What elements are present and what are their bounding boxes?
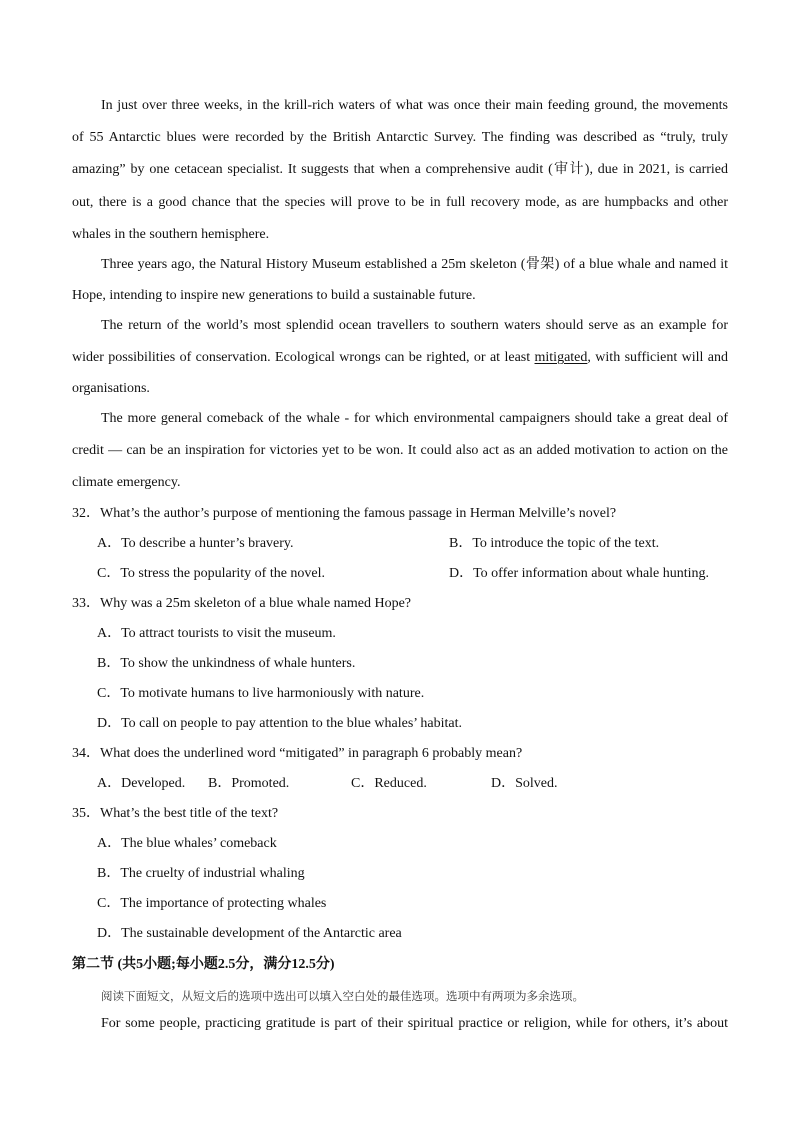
passage-p1-line-5: whales in the southern hemisphere. <box>72 227 270 242</box>
q32-option-d[interactable]: D．To offer information about whale hunting. <box>449 566 710 581</box>
passage-p1-line-1: In just over three weeks, in the krill-rich waters of what was once their main feeding ground, the movements <box>101 98 728 113</box>
q35-option-c[interactable]: C．The importance of protecting whales <box>97 896 327 911</box>
q35-option-d[interactable]: D．The sustainable development of the Antarctic area <box>97 926 402 941</box>
section-2-passage-first-line: For some people, practicing gratitude is part of their spiritual practice or religion, while for others, it’s about <box>101 1016 728 1031</box>
passage-p4-line-3: climate emergency. <box>72 475 181 490</box>
q35-option-a[interactable]: A．The blue whales’ comeback <box>97 836 277 851</box>
q35-option-b[interactable]: B．The cruelty of industrial whaling <box>97 866 305 881</box>
q32-option-b[interactable]: B．To introduce the topic of the text. <box>449 536 660 551</box>
passage-p3-line-3: organisations. <box>72 381 150 396</box>
passage-p2-line-2: Hope, intending to inspire new generations to build a sustainable future. <box>72 288 476 303</box>
passage-p3-line-1: The return of the world’s most splendid ocean travellers to southern waters should serve as an example for <box>101 318 728 333</box>
q34-option-d[interactable]: D．Solved. <box>491 776 558 791</box>
p3-text-before: wider possibilities of conservation. Ecological wrongs can be righted, or at least <box>72 350 535 365</box>
passage-p1-line-4: out, there is a good chance that the species will prove to be in full recovery mode, as are humpbacks and other <box>72 195 728 210</box>
q32-option-c[interactable]: C．To stress the popularity of the novel. <box>97 566 326 581</box>
q33-option-b[interactable]: B．To show the unkindness of whale hunters. <box>97 656 356 671</box>
passage-p4-line-1: The more general comeback of the whale - for which environmental campaigners should take a great deal of <box>101 411 728 426</box>
p3-text-after: , with sufficient will and <box>587 350 728 365</box>
section-2-heading: 第二节 (共5小题;每小题2.5分，满分12.5分) <box>72 957 335 972</box>
passage-p1-line-2: of 55 Antarctic blues were recorded by the British Antarctic Survey. The finding was described as “truly, truly <box>72 130 728 145</box>
question-32-options-row-1 <box>97 535 753 553</box>
q34-option-c[interactable]: C．Reduced. <box>351 776 427 791</box>
q33-option-c[interactable]: C．To motivate humans to live harmoniously with nature. <box>97 686 425 701</box>
passage-p4-line-2: credit — can be an inspiration for victories yet to be won. It could also act as an added motivation to action on the <box>72 443 728 458</box>
question-34-stem: 34．What does the underlined word “mitigated” in paragraph 6 probably mean? <box>72 746 523 761</box>
q34-option-a[interactable]: A．Developed. <box>97 776 186 791</box>
passage-p1-line-3: amazing” by one cetacean specialist. It suggests that when a comprehensive audit (审计), due in 2021, is carried <box>72 162 728 177</box>
question-35-stem: 35．What’s the best title of the text? <box>72 806 279 821</box>
q33-option-a[interactable]: A．To attract tourists to visit the museum. <box>97 626 336 641</box>
q32-option-a[interactable]: A．To describe a hunter’s bravery. <box>97 536 294 551</box>
q33-option-d[interactable]: D．To call on people to pay attention to the blue whales’ habitat. <box>97 716 462 731</box>
question-32-options-row-2 <box>97 565 753 583</box>
underlined-word-mitigated: mitigated <box>534 350 588 365</box>
section-2-instruction: 阅读下面短文，从短文后的选项中选出可以填入空白处的最佳选项。选项中有两项为多余选项。 <box>101 989 584 1003</box>
question-33-stem: 33．Why was a 25m skeleton of a blue whale named Hope? <box>72 596 412 611</box>
question-32-stem: 32．What’s the author’s purpose of mentioning the famous passage in Herman Melville’s novel? <box>72 506 617 521</box>
q34-option-b[interactable]: B．Promoted. <box>208 776 290 791</box>
passage-p3-line-2 <box>72 349 728 367</box>
passage-p2-line-1: Three years ago, the Natural History Museum established a 25m skeleton (骨架) of a blue whale and named it <box>101 257 728 272</box>
